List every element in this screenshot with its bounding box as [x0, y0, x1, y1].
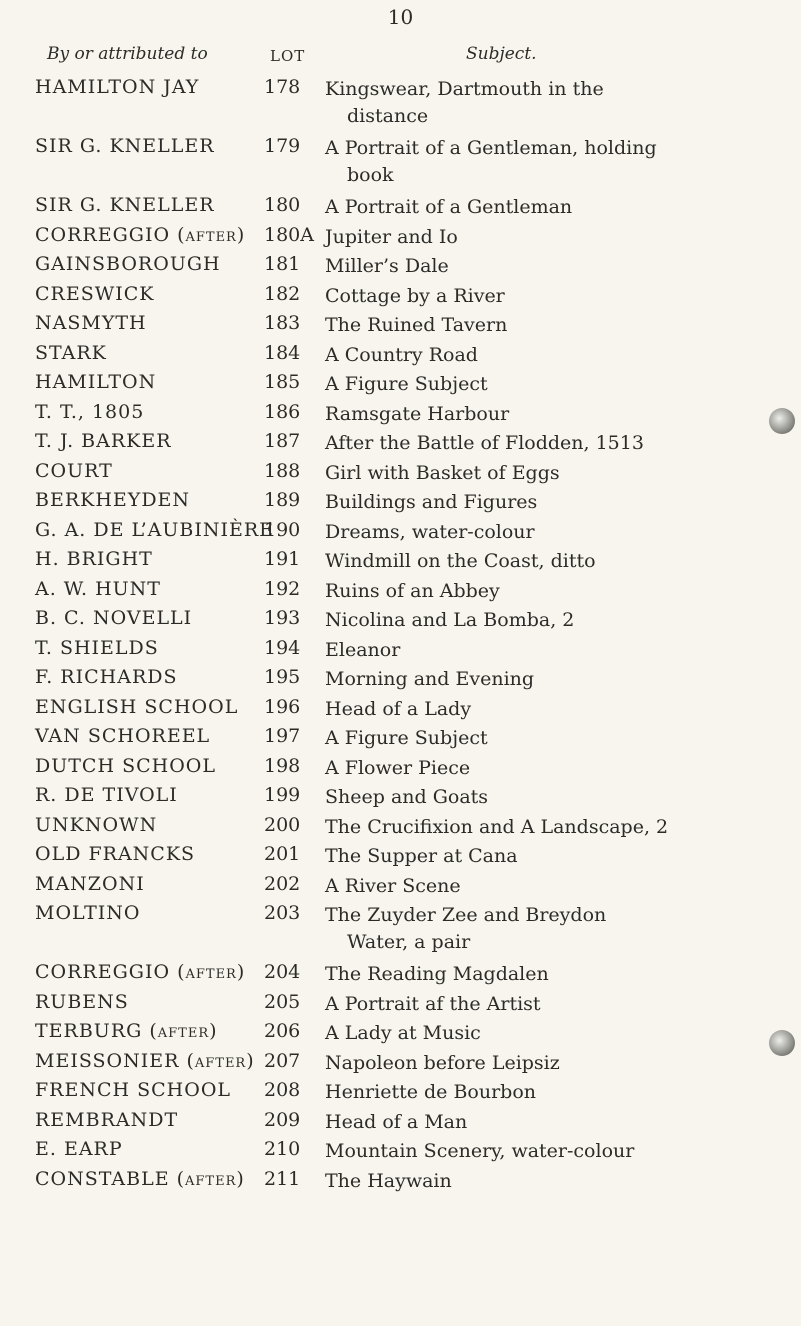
- lot-column-header: LOT: [270, 47, 306, 65]
- lot-number: 187: [264, 430, 301, 452]
- artist-name-text: CRESWICK: [35, 282, 155, 305]
- list-item: [0, 696, 801, 724]
- subject-text: A Flower Piece: [325, 756, 471, 779]
- artist-name-text: CORREGGIO (after): [35, 961, 246, 983]
- artist-name-text: DUTCH SCHOOL: [35, 754, 216, 777]
- artist-name-text: FRENCH SCHOOL: [35, 1079, 232, 1101]
- lot-number: 205: [264, 990, 301, 1013]
- artist-name-text: ENGLISH SCHOOL: [35, 695, 239, 718]
- lot-number: 203: [264, 902, 301, 924]
- subject-text: A Country Road: [325, 343, 478, 366]
- subject-title: [325, 1168, 785, 1195]
- artist-name-text: RUBENS: [35, 990, 129, 1013]
- subject-title: [325, 755, 785, 782]
- subject-title: [325, 283, 785, 310]
- list-item: [0, 548, 801, 576]
- subject-title: [325, 371, 785, 398]
- artist-name-text: UNKNOWN: [35, 813, 158, 836]
- lot-number: 193: [264, 607, 301, 629]
- artist-name: [35, 342, 107, 364]
- lot-number: 204: [264, 961, 301, 983]
- subject-text: Windmill on the Coast, ditto: [325, 550, 596, 572]
- list-item: [0, 814, 801, 842]
- subject-text: Ramsgate Harbour: [325, 402, 510, 425]
- artist-name-text: T. T., 1805: [35, 400, 145, 423]
- subject-text: Miller’s Dale: [325, 255, 449, 277]
- lot-number: 192: [264, 577, 301, 600]
- lot-number: 211: [264, 1167, 301, 1190]
- subject-text: The Zuyder Zee and Breydon: [325, 904, 607, 926]
- subject-text: Jupiter and Io: [325, 225, 458, 248]
- artist-name-text: MEISSONIER (after): [35, 1049, 255, 1072]
- subject-title: [325, 224, 785, 251]
- artist-name-text: T. SHIELDS: [35, 636, 159, 659]
- punch-hole: [769, 1030, 795, 1056]
- artist-name-text: CORREGGIO (after): [35, 223, 246, 246]
- artist-name: [35, 283, 155, 305]
- lot-number: 184: [264, 341, 301, 364]
- artist-name: [35, 637, 159, 659]
- artist-name-text: MANZONI: [35, 872, 145, 895]
- artist-name: [35, 725, 210, 747]
- subject-text: Napoleon before Leipsiz: [325, 1051, 560, 1074]
- subject-title: [325, 873, 785, 900]
- artist-name: [35, 1020, 218, 1042]
- artist-name: [35, 696, 238, 718]
- artist-name: [35, 76, 199, 98]
- artist-name-text: COURT: [35, 459, 113, 482]
- subject-text: Ruins of an Abbey: [325, 579, 500, 602]
- lot-number: 185: [264, 371, 301, 393]
- list-item: [0, 1079, 801, 1107]
- lot-number: 191: [264, 548, 301, 570]
- subject-title: [325, 76, 785, 130]
- list-item: [0, 430, 801, 458]
- lot-number: 209: [264, 1108, 301, 1131]
- artist-name-text: B. C. NOVELLI: [35, 607, 193, 629]
- list-item: [0, 460, 801, 488]
- artist-name-text: STARK: [35, 341, 107, 364]
- lot-number: 180A: [264, 223, 314, 246]
- subject-text: Head of a Lady: [325, 697, 472, 720]
- artist-name-text: F. RICHARDS: [35, 666, 178, 688]
- subject-text: Buildings and Figures: [325, 491, 538, 513]
- list-item: [0, 401, 801, 429]
- artist-name: [35, 430, 172, 452]
- subject-text: A Figure Subject: [325, 727, 488, 749]
- list-item: [0, 194, 801, 222]
- subject-text: A Portrait af the Artist: [325, 992, 541, 1015]
- artist-name-text: A. W. HUNT: [35, 577, 161, 600]
- subject-title: [325, 902, 785, 956]
- list-item: [0, 607, 801, 635]
- subject-text: The Crucifixion and A Landscape, 2: [325, 815, 669, 838]
- artist-name-text: NASMYTH: [35, 312, 147, 334]
- lot-number: 178: [264, 76, 301, 98]
- artist-name-text: R. DE TIVOLI: [35, 784, 178, 806]
- list-item: [0, 519, 801, 547]
- lot-number: 200: [264, 813, 301, 836]
- subject-text: Eleanor: [325, 638, 401, 661]
- artist-name-text: BERKHEYDEN: [35, 489, 191, 511]
- artist-name: [35, 873, 145, 895]
- subject-text: Henriette de Bourbon: [325, 1081, 537, 1103]
- lot-number: 210: [264, 1138, 301, 1160]
- artist-name: [35, 312, 147, 334]
- artist-name-text: E. EARP: [35, 1138, 123, 1160]
- list-item: [0, 961, 801, 989]
- list-item: [0, 1168, 801, 1196]
- subject-title: [325, 548, 785, 575]
- artist-name-text: GAINSBOROUGH: [35, 253, 221, 275]
- subject-title: [325, 342, 785, 369]
- subject-title: [325, 1138, 785, 1165]
- lot-number: 198: [264, 754, 301, 777]
- lot-number: 207: [264, 1049, 301, 1072]
- subject-continuation: book: [347, 164, 394, 186]
- subject-text: Cottage by a River: [325, 284, 505, 307]
- artist-name-text: MOLTINO: [35, 902, 141, 924]
- subject-text: Dreams, water-colour: [325, 520, 535, 543]
- lot-number: 202: [264, 872, 301, 895]
- artist-name: [35, 1168, 245, 1190]
- subject-title: [325, 1109, 785, 1136]
- subject-title: [325, 135, 785, 189]
- subject-text: The Supper at Cana: [325, 845, 518, 867]
- lot-number: 181: [264, 253, 301, 275]
- list-item: [0, 489, 801, 517]
- subject-title: [325, 489, 785, 516]
- artist-name: [35, 814, 157, 836]
- punch-hole: [769, 408, 795, 434]
- list-item: [0, 902, 801, 953]
- subject-title: [325, 194, 785, 221]
- artist-name: [35, 401, 144, 423]
- subject-text: A River Scene: [325, 874, 461, 897]
- list-item: [0, 1050, 801, 1078]
- list-item: [0, 224, 801, 252]
- subject-continuation: Water, a pair: [347, 931, 471, 953]
- subject-text: The Ruined Tavern: [325, 314, 508, 336]
- lot-number: 180: [264, 194, 301, 216]
- artist-name: [35, 224, 245, 246]
- subject-text: A Portrait of a Gentleman, holding: [325, 137, 657, 159]
- subject-title: [325, 401, 785, 428]
- artist-name: [35, 519, 274, 541]
- artist-name-text: OLD FRANCKS: [35, 843, 196, 865]
- page-number: 10: [387, 5, 414, 29]
- artist-name: [35, 666, 178, 688]
- list-item: [0, 312, 801, 340]
- lot-number: 199: [264, 784, 301, 806]
- subject-text: After the Battle of Flodden, 1513: [325, 432, 644, 454]
- list-item: [0, 784, 801, 812]
- artist-name: [35, 489, 190, 511]
- lot-number: 206: [264, 1020, 301, 1042]
- lot-number: 183: [264, 312, 301, 334]
- lot-number: 188: [264, 459, 301, 482]
- subject-title: [325, 460, 785, 487]
- artist-name-text: G. A. DE L’AUBINIÈRE: [35, 518, 275, 541]
- artist-name: [35, 578, 161, 600]
- artist-name: [35, 991, 129, 1013]
- lot-number: 179: [264, 135, 301, 157]
- subject-title: [325, 843, 785, 870]
- subject-text: Sheep and Goats: [325, 786, 489, 808]
- subject-text: The Reading Magdalen: [325, 963, 549, 985]
- lot-number: 194: [264, 636, 301, 659]
- subject-text: Morning and Evening: [325, 668, 535, 690]
- artist-name: [35, 135, 215, 157]
- artist-name: [35, 460, 113, 482]
- list-item: [0, 1138, 801, 1166]
- subject-text: A Portrait of a Gentleman: [325, 196, 573, 218]
- artist-name-text: H. BRIGHT: [35, 548, 153, 570]
- lot-number: 189: [264, 489, 301, 511]
- artist-name-text: SIR G. KNELLER: [35, 135, 215, 157]
- subject-title: [325, 312, 785, 339]
- artist-name: [35, 371, 156, 393]
- list-item: [0, 1020, 801, 1048]
- artist-name-text: HAMILTON JAY: [35, 76, 200, 98]
- subject-text: Kingswear, Dartmouth in the: [325, 78, 604, 100]
- list-item: [0, 76, 801, 127]
- artist-name: [35, 784, 178, 806]
- list-item: [0, 371, 801, 399]
- artist-name: [35, 1050, 255, 1072]
- lot-number: 182: [264, 282, 301, 305]
- list-item: [0, 755, 801, 783]
- subject-title: [325, 991, 785, 1018]
- list-item: [0, 283, 801, 311]
- artist-name-text: REMBRANDT: [35, 1108, 179, 1131]
- subject-title: [325, 666, 785, 693]
- artist-name: [35, 548, 153, 570]
- artist-name-text: T. J. BARKER: [35, 430, 172, 452]
- subject-title: [325, 696, 785, 723]
- artist-name-text: SIR G. KNELLER: [35, 194, 215, 216]
- list-item: [0, 725, 801, 753]
- list-item: [0, 1109, 801, 1137]
- subject-title: [325, 578, 785, 605]
- artist-name: [35, 961, 245, 983]
- artist-name: [35, 902, 140, 924]
- lot-number: 195: [264, 666, 301, 688]
- artist-name: [35, 1138, 123, 1160]
- artist-name-text: TERBURG (after): [35, 1020, 218, 1042]
- subject-title: [325, 1079, 785, 1106]
- subject-text: A Figure Subject: [325, 373, 488, 395]
- subject-title: [325, 725, 785, 752]
- subject-title: [325, 814, 785, 841]
- artist-name: [35, 843, 195, 865]
- artist-name: [35, 253, 221, 275]
- subject-text: Girl with Basket of Eggs: [325, 461, 560, 484]
- list-item: [0, 666, 801, 694]
- lot-number: 196: [264, 695, 301, 718]
- subject-title: [325, 784, 785, 811]
- list-item: [0, 991, 801, 1019]
- lot-number: 190: [264, 518, 301, 541]
- lot-number: 208: [264, 1079, 301, 1101]
- subject-title: [325, 1050, 785, 1077]
- lot-number: 197: [264, 725, 301, 747]
- list-item: [0, 135, 801, 186]
- artist-name-text: VAN SCHOREEL: [35, 725, 211, 747]
- list-item: [0, 873, 801, 901]
- artist-name: [35, 1109, 178, 1131]
- list-item: [0, 342, 801, 370]
- artist-column-header: By or attributed to: [47, 44, 208, 64]
- subject-text: The Haywain: [325, 1169, 452, 1192]
- subject-title: [325, 519, 785, 546]
- list-item: [0, 637, 801, 665]
- subject-title: [325, 607, 785, 634]
- list-item: [0, 578, 801, 606]
- artist-name-text: CONSTABLE (after): [35, 1167, 245, 1190]
- artist-name-text: HAMILTON: [35, 371, 157, 393]
- subject-text: Mountain Scenery, water-colour: [325, 1140, 635, 1162]
- subject-text: Nicolina and La Bomba, 2: [325, 609, 575, 631]
- subject-column-header: Subject.: [466, 44, 537, 64]
- lot-number: 186: [264, 400, 301, 423]
- list-item: [0, 253, 801, 281]
- lot-number: 201: [264, 843, 301, 865]
- subject-title: [325, 1020, 785, 1047]
- artist-name: [35, 1079, 231, 1101]
- subject-title: [325, 430, 785, 457]
- subject-title: [325, 961, 785, 988]
- subject-title: [325, 637, 785, 664]
- artist-name: [35, 607, 192, 629]
- artist-name: [35, 194, 215, 216]
- subject-text: A Lady at Music: [325, 1022, 481, 1044]
- artist-name: [35, 755, 216, 777]
- subject-text: Head of a Man: [325, 1110, 468, 1133]
- subject-continuation: distance: [347, 105, 429, 127]
- subject-title: [325, 253, 785, 280]
- list-item: [0, 843, 801, 871]
